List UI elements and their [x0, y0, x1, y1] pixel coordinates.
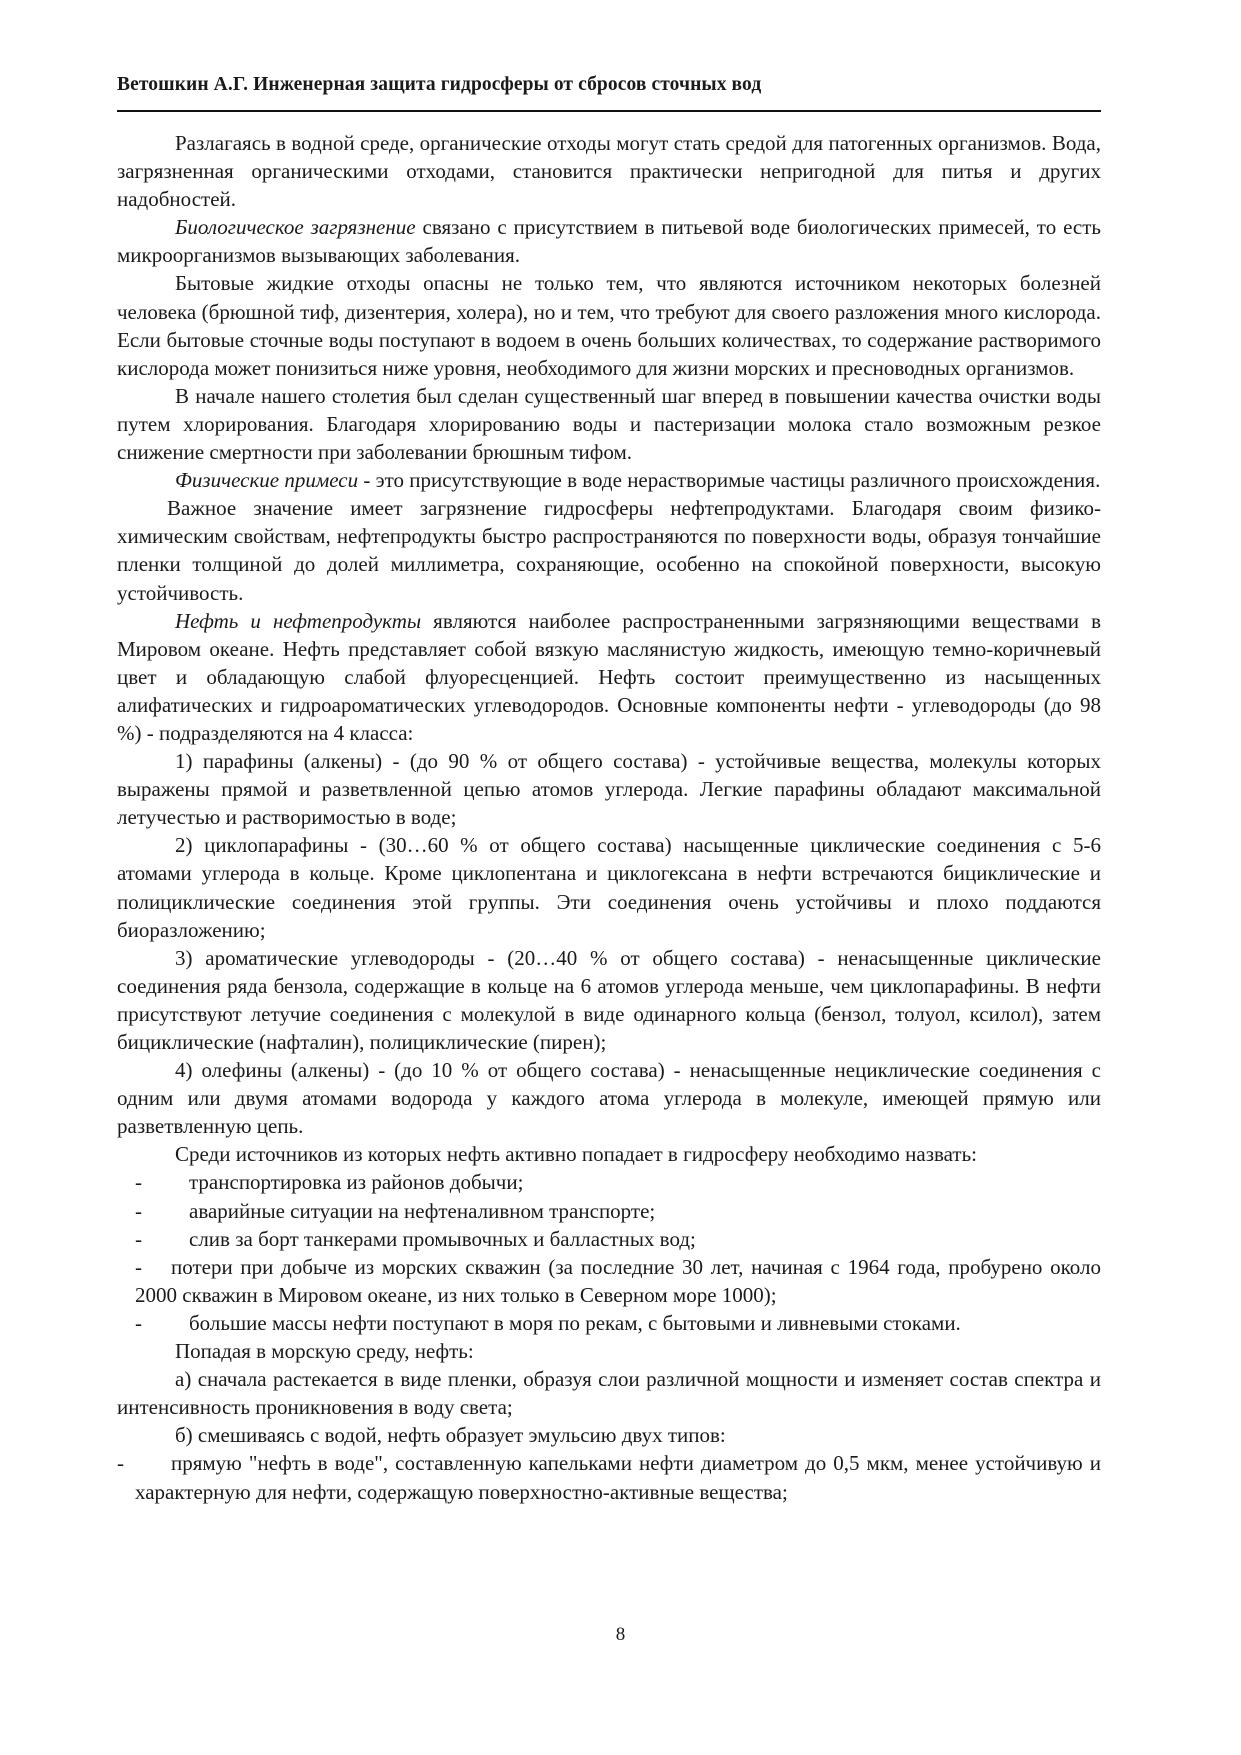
list-marker: - [135, 1254, 142, 1279]
list-marker: - [135, 1198, 142, 1223]
paragraph-text: являются наиболее распространенными загрязняющими веществами в Мировом океане. Нефть представляет собой вязкую маслянистую жидкость, имеющую темно-коричневый цвет и обладающую слабой флуоресценцией. Нефть состоит преимущественно из насыщенных алифатических и гидроароматических углеводородов. Основные компоненты нефти - углеводороды (до 98 %) - подразделяются на 4 класса: [117, 608, 1101, 745]
list-item-text: слив за борт танкерами промывочных и балластных вод; [189, 1226, 696, 1251]
list-marker: - [135, 1170, 142, 1195]
list-item [117, 1449, 1101, 1505]
emphasis-term: Физические примеси [175, 468, 359, 493]
header-divider [117, 110, 1101, 112]
list-item-text: большие массы нефти поступают в моря по рекам, с бытовыми и ливневыми стоками. [189, 1310, 961, 1335]
paragraph: Разлагаясь в водной среде, органические отходы могут стать средой для патогенных организмов. Вода, загрязненная органическими отходами, становится практически непригодной для питья и других надобностей. [117, 131, 1101, 212]
list-item [117, 1253, 1101, 1309]
list-marker: - [135, 1310, 142, 1335]
emphasis-term: Биологическое загрязнение [175, 215, 416, 240]
list-item [117, 1225, 1101, 1253]
list-item [117, 1309, 1101, 1337]
list-item: 2) циклопарафины - (30…60 % от общего состава) насыщенные циклические соединения с 5-6 атомами углерода в кольце. Кроме циклопентана и циклогексана в нефти встречаются бициклические и полициклические соединения этой группы. Эти соединения очень устойчивы и плохо поддаются биоразложению; [117, 833, 1101, 942]
paragraph: Важное значение имеет загрязнение гидросферы нефтепродуктами. Благодаря своим физико-химическим свойствам, нефтепродукты быстро распространяются по поверхности воды, образуя тончайшие пленки толщиной до долей миллиметра, сохраняющие, особенно на спокойной поверхности, высокую устойчивость. [117, 496, 1101, 605]
paragraph [117, 466, 1101, 494]
list-item-text: аварийные ситуации на нефтеналивном транспорте; [189, 1198, 656, 1223]
list-item-text: потери при добыче из морских скважин (за последние 30 лет, начиная с 1964 года, пробурено около 2000 скважин в Мировом океане, из них только в Северном море 1000); [135, 1254, 1101, 1307]
list-item: 1) парафины (алкены) - (до 90 % от общего состава) - устойчивые вещества, молекулы которых выражены прямой и разветвленной цепью атомов углерода. Легкие парафины обладают максимальной летучестью и растворимостью в воде; [117, 749, 1101, 830]
list-item: а) сначала растекается в виде пленки, образуя слои различной мощности и изменяет состав спектра и интенсивность проникновения в воду света; [117, 1367, 1101, 1420]
list-marker: - [117, 1451, 124, 1476]
list-item-text: прямую "нефть в воде", составленную капельками нефти диаметром до 0,5 мкм, менее устойчивую и характерную для нефти, содержащую поверхностно-активные вещества; [135, 1451, 1101, 1504]
document-body [117, 129, 1101, 1506]
paragraph: В начале нашего столетия был сделан существенный шаг вперед в повышении качества очистки воды путем хлорирования. Благодаря хлорированию воды и пастеризации молока стало возможным резкое снижение смертности при заболевании брюшным тифом. [117, 383, 1101, 465]
paragraph [117, 607, 1101, 747]
list-marker: - [135, 1226, 142, 1251]
list-item-text: транспортировка из районов добычи; [189, 1170, 524, 1195]
list-item [117, 1197, 1101, 1225]
list-item [117, 1168, 1101, 1196]
emphasis-term: Нефть и нефтепродукты [175, 608, 422, 633]
page-number: 8 [615, 1624, 626, 1645]
list-item: 3) ароматические углеводороды - (20…40 % от общего состава) - ненасыщенные циклические соединения ряда бензола, содержащие в кольце на 6 атомов углерода меньше, чем циклопарафины. В нефти присутствуют летучие соединения с молекулой в виде одинарного кольца (бензол, толуол, ксилол), затем бициклические (нафталин), полициклические (пирен); [117, 945, 1101, 1054]
paragraph-text: связано с присутствием в питьевой воде биологических примесей, то есть микроорганизмов вызывающих заболевания. [117, 215, 1101, 268]
paragraph: Среди источников из которых нефть активно попадает в гидросферу необходимо назвать: [175, 1142, 977, 1167]
list-item: 4) олефины (алкены) - (до 10 % от общего состава) - ненасыщенные нециклические соединения с одним или двумя атомами водорода у каждого атома углерода в молекуле, имеющей прямую или разветвленную цепь. [117, 1058, 1101, 1139]
list-item: б) смешиваясь с водой, нефть образует эмульсию двух типов: [175, 1423, 726, 1448]
paragraph [117, 213, 1101, 269]
running-header: Ветошкин А.Г. Инженерная защита гидросферы от сбросов сточных вод [117, 74, 762, 95]
paragraph: Попадая в морскую среду, нефть: [175, 1339, 474, 1364]
paragraph: Бытовые жидкие отходы опасны не только тем, что являются источником некоторых болезней человека (брюшной тиф, дизентерия, холера), но и тем, что требуют для своего разложения много кислорода. Если бытовые сточные воды поступают в водоем в очень больших количествах, то содержание растворимого кислорода может понизиться ниже уровня, необходимого для жизни морских и пресноводных организмов. [117, 271, 1101, 380]
paragraph-text: - это присутствующие в воде нерастворимые частицы различного происхождения. [358, 468, 1101, 493]
